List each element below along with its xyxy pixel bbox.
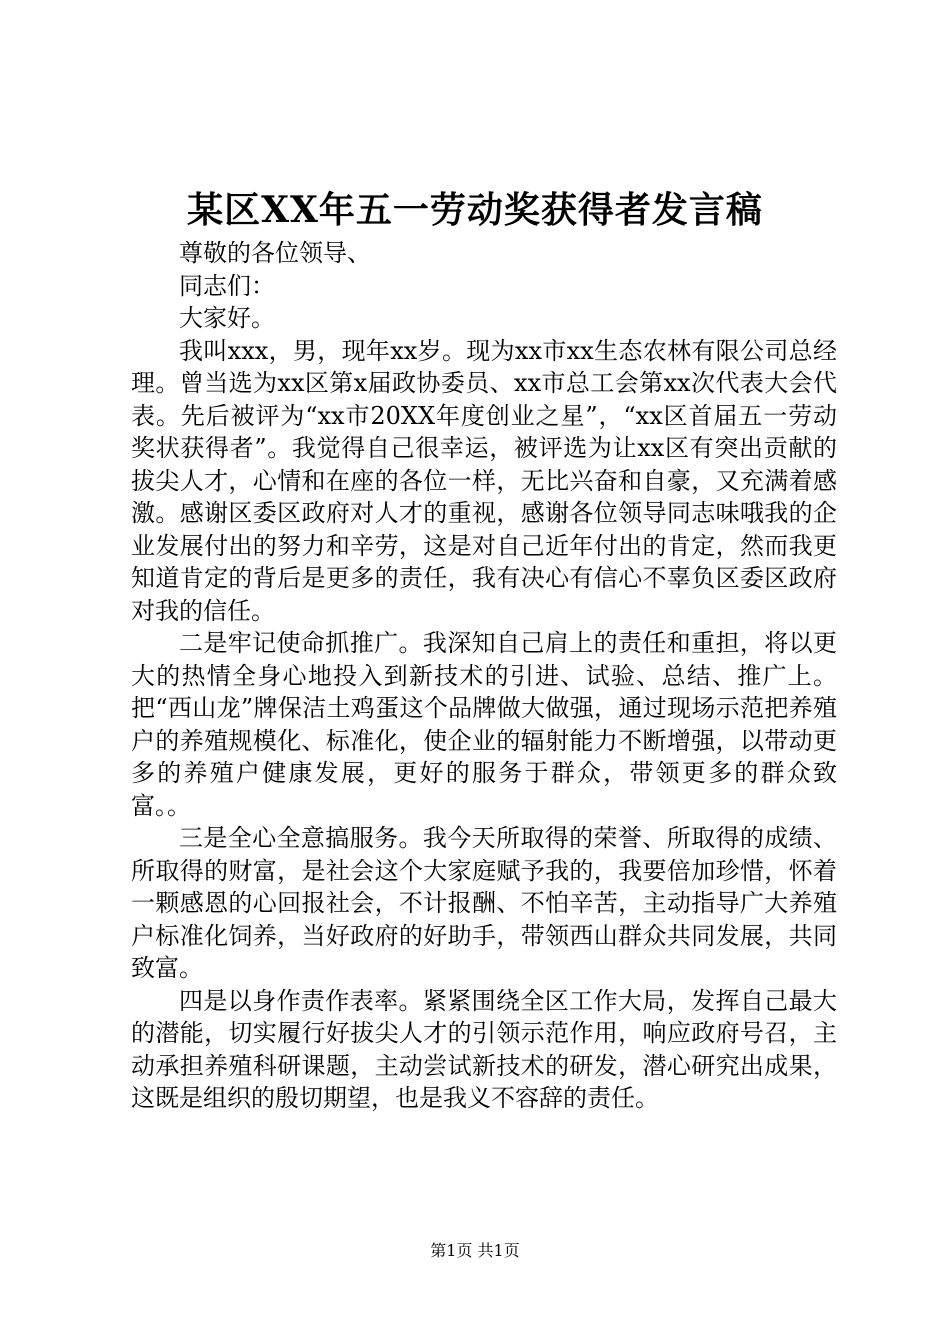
document-title: 某区XX年五一劳动奖获得者发言稿 bbox=[187, 189, 763, 231]
page-footer: 第1页 共1页 bbox=[430, 1241, 520, 1260]
paragraph-introduction: 我叫xxx，男，现年xx岁。现为xx市xx生态农林有限公司总经理。曾当选为xx区第x届政协委员、xx市总工会第xx次代表大会代表。先后被评为“xx市20XX年度创业之星”，“xx区首届五一劳动奖状获得者”。我觉得自己很幸运，被评选为让xx区有突出贡献的拔尖人才，心情和在座的各位一样，无比兴奋和自豪，又充满着感激。感谢区委区政府对人才的重视，感谢各位领导同志味哦我的企业发展付出的努力和辛劳，这是对自己近年付出的肯定，然而我更知道肯定的背后是更多的责任，我有决心有信心不辜负区委区政府对我的信任。 bbox=[131, 336, 837, 625]
salutation-comrades: 同志们： bbox=[179, 271, 275, 300]
salutation-leaders: 尊敬的各位领导、 bbox=[179, 239, 371, 267]
paragraph-third-point: 三是全心全意搞服务。我今天所取得的荣誉、所取得的成绩、所取得的财富，是社会这个大家庭赋予我的，我要倍加珍惜，怀着一颗感恩的心回报社会，不计报酬、不怕辛苦，主动指导广大养殖户标准化饲养，当好政府的好助手，带领西山群众共同发展，共同致富。 bbox=[131, 824, 837, 982]
paragraph-fourth-point: 四是以身作责作表率。紧紧围绕全区工作大局，发挥自己最大的潜能，切实履行好拔尖人才的引领示范作用，响应政府号召，主动承担养殖科研课题，主动尝试新技术的研发，潜心研究出成果，这既是组织的殷切期望，也是我义不容辞的责任。 bbox=[131, 986, 837, 1112]
greeting: 大家好。 bbox=[179, 304, 275, 332]
document-body bbox=[131, 237, 837, 1115]
paragraph-second-point: 二是牢记使命抓推广。我深知自己肩上的责任和重担，将以更大的热情全身心地投入到新技术的引进、试验、总结、推广上。把“西山龙”牌保洁土鸡蛋这个品牌做大做强，通过现场示范把养殖户的养殖规模化、标准化，使企业的辐射能力不断增强，以带动更多的养殖户健康发展，更好的服务于群众，带领更多的群众致富。。 bbox=[131, 629, 837, 820]
